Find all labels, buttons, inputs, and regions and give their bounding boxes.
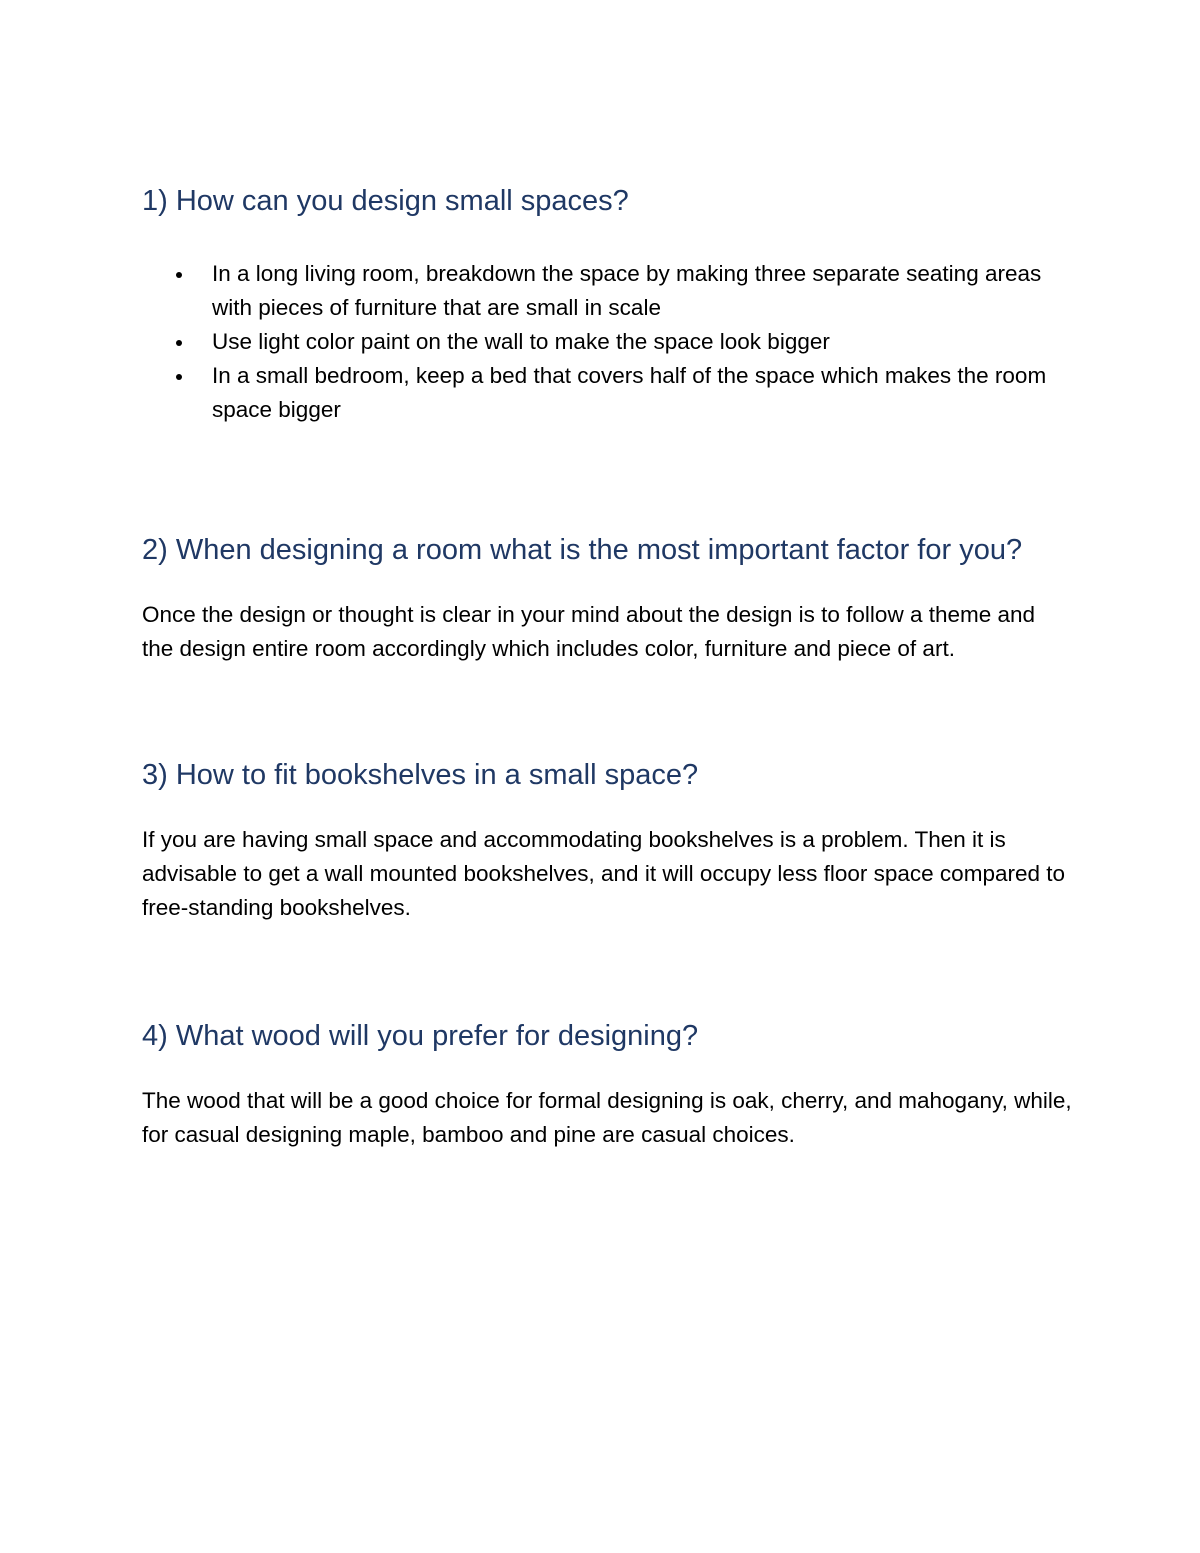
- bullet-icon: [176, 340, 182, 346]
- list-item: [142, 359, 1072, 427]
- list-item-text: Use light color paint on the wall to make the space look bigger: [212, 329, 830, 354]
- list-item-text: In a small bedroom, keep a bed that covers half of the space which makes the room space bigger: [212, 363, 1047, 422]
- bullet-icon: [176, 374, 182, 380]
- list-item-text: In a long living room, breakdown the space by making three separate seating areas with pieces of furniture that are small in scale: [212, 261, 1042, 320]
- list-item: [142, 325, 1072, 359]
- question-4-heading: 4) What wood will you prefer for designing?: [142, 1020, 699, 1052]
- question-2-answer: Once the design or thought is clear in your mind about the design is to follow a theme and the design entire room accordingly which includes color, furniture and piece of art.: [142, 602, 1036, 661]
- question-3-answer: If you are having small space and accommodating bookshelves is a problem. Then it is advisable to get a wall mounted bookshelves, and it will occupy less floor space compared to free-standing bookshelves.: [142, 827, 1066, 920]
- question-1-answer-list: [142, 257, 1072, 427]
- document-content: [142, 178, 1072, 1152]
- question-2-heading: 2) When designing a room what is the most important factor for you?: [142, 534, 1023, 566]
- question-3-heading: 3) How to fit bookshelves in a small space?: [142, 759, 699, 791]
- list-item: [142, 257, 1072, 325]
- question-1-heading: 1) How can you design small spaces?: [142, 185, 629, 217]
- bullet-icon: [176, 272, 182, 278]
- question-4-answer: The wood that will be a good choice for formal designing is oak, cherry, and mahogany, while, for casual designing maple, bamboo and pine are casual choices.: [142, 1088, 1072, 1147]
